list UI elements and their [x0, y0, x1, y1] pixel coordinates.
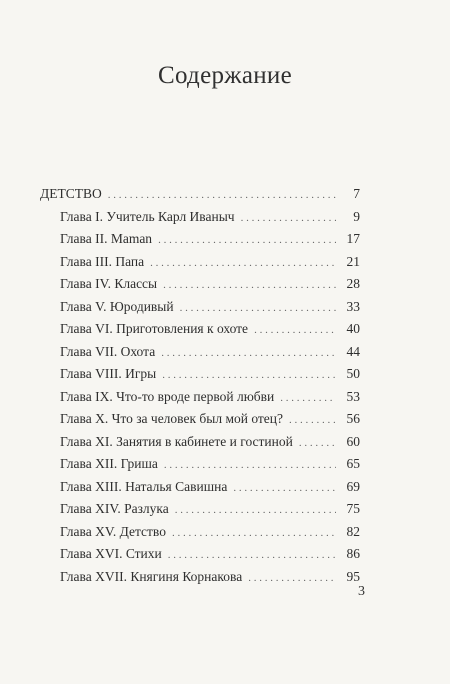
dot-leader: [180, 297, 336, 319]
toc-chapter-entry: [60, 296, 360, 318]
dot-leader: [162, 364, 336, 386]
toc-chapter-entry: [60, 566, 360, 588]
toc-entry-page: 33: [346, 298, 360, 314]
toc-entry-label: Глава II. Maman: [60, 231, 153, 246]
toc-entry-label: Глава X. Что за человек был мой отец?: [60, 411, 284, 426]
toc-entry-label: Глава VIII. Игры: [60, 366, 157, 381]
toc-entry-label: ДЕТСТВО: [40, 186, 102, 201]
toc-entry-label: Глава VII. Охота: [60, 343, 156, 359]
dot-leader: [254, 319, 336, 341]
toc-chapter-entry: [60, 318, 360, 340]
toc-entry-label: Глава I. Учитель Карл Иваныч: [60, 208, 235, 224]
toc-chapter-entry: [60, 453, 360, 475]
toc-entry-label: Глава XIV. Разлука: [60, 501, 169, 516]
dot-leader: [175, 499, 336, 521]
toc-chapter-entry: [60, 476, 360, 498]
toc-entry-label: Глава XVII. Княгиня Корнакова: [60, 568, 243, 584]
toc-entry-label: Глава XV. Детство: [60, 523, 166, 539]
dot-leader: [248, 567, 336, 589]
toc-entry-page: 44: [346, 343, 360, 359]
dot-leader: [150, 252, 336, 274]
toc-chapter-entry: [60, 251, 360, 273]
toc-entry-label: Глава IV. Классы: [60, 276, 158, 291]
toc-entry-label: Глава XI. Занятия в кабинете и гостиной: [60, 433, 293, 449]
toc-chapter-entry: [60, 363, 360, 385]
toc-chapter-entry: [60, 498, 360, 520]
dot-leader: [168, 544, 336, 566]
toc-entry-label: Глава V. Юродивый: [60, 298, 174, 314]
toc-section-entry: [40, 183, 360, 205]
toc-entry-page: 75: [346, 501, 360, 516]
dot-leader: [172, 522, 336, 544]
page-number: 3: [358, 584, 365, 599]
toc-entry-page: 21: [346, 253, 360, 269]
toc-chapter-entry: [60, 341, 360, 363]
toc-entry-page: 9: [353, 208, 360, 224]
toc-entry-page: 17: [346, 231, 360, 246]
toc-entry-page: 53: [346, 388, 360, 404]
toc-entry-page: 7: [353, 186, 360, 201]
toc-chapter-entry: [60, 431, 360, 453]
toc-entry-page: 82: [346, 523, 360, 539]
dot-leader: [161, 342, 336, 364]
toc-chapter-entry: [60, 228, 360, 250]
toc-entry-page: 56: [346, 411, 360, 426]
toc-entry-page: 60: [346, 433, 360, 449]
toc-entry-label: Глава VI. Приготовления к охоте: [60, 321, 249, 336]
toc-entry-label: Глава XII. Гриша: [60, 456, 158, 471]
dot-leader: [163, 274, 336, 296]
page-title: Содержание: [158, 62, 292, 89]
toc-entry-label: Глава III. Папа: [60, 253, 145, 269]
toc-entry-label: Глава IX. Что-то вроде первой любви: [60, 388, 275, 404]
toc-entry-page: 40: [346, 321, 360, 336]
toc-entry-page: 86: [346, 546, 360, 561]
toc-entry-page: 95: [346, 568, 360, 584]
toc-chapter-entry: [60, 408, 360, 430]
toc-entry-page: 65: [346, 456, 360, 471]
toc-chapter-entry: [60, 206, 360, 228]
dot-leader: [241, 207, 336, 229]
toc-entry-page: 69: [346, 478, 360, 494]
dot-leader: [299, 432, 336, 454]
dot-leader: [164, 454, 336, 476]
toc-chapter-entry: [60, 543, 360, 565]
dot-leader: [108, 184, 336, 206]
dot-leader: [280, 387, 336, 409]
toc-chapter-entry: [60, 273, 360, 295]
toc-chapter-entry: [60, 386, 360, 408]
dot-leader: [289, 409, 336, 431]
dot-leader: [158, 229, 336, 251]
toc-entry-label: Глава XVI. Стихи: [60, 546, 162, 561]
toc-entry-page: 28: [346, 276, 360, 291]
toc-chapter-entry: [60, 521, 360, 543]
dot-leader: [233, 477, 336, 499]
toc-entry-page: 50: [346, 366, 360, 381]
toc-entry-label: Глава XIII. Наталья Савишна: [60, 478, 228, 494]
